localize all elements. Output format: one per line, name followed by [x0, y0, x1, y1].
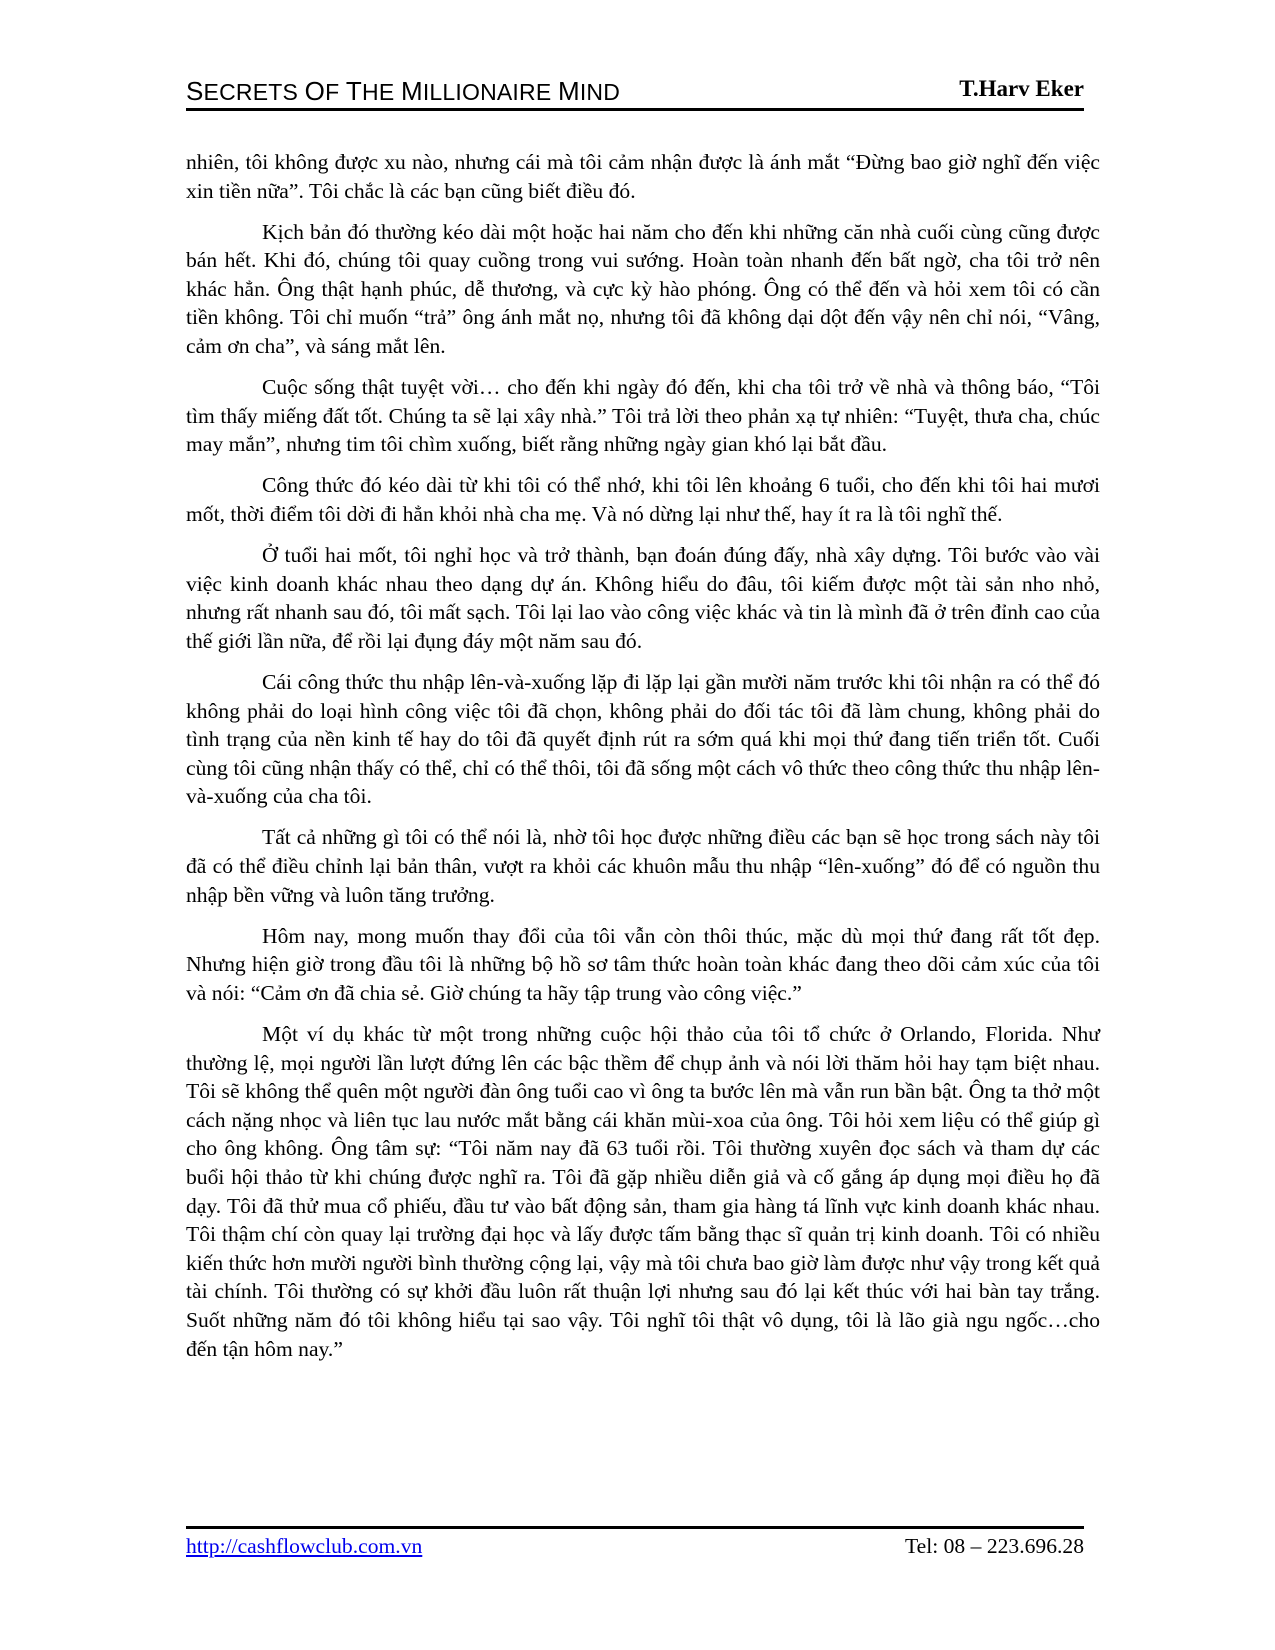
book-title: SECRETS OF THE MILLIONAIRE MIND — [186, 76, 621, 106]
page-header — [186, 74, 1084, 110]
paragraph: nhiên, tôi không được xu nào, nhưng cái mà tôi cảm nhận được là ánh mắt “Đừng bao giờ nghĩ đến việc xin tiền nữa”. Tôi chắc là các bạn cũng biết điều đó. — [186, 150, 1100, 203]
author-name: T.Harv Eker — [959, 76, 1084, 101]
phone-number: Tel: 08 – 223.696.28 — [904, 1534, 1084, 1558]
paragraph: Cuộc sống thật tuyệt vời… cho đến khi ngày đó đến, khi cha tôi trở về nhà và thông báo, “Tôi tìm thấy miếng đất tốt. Chúng ta sẽ lại xây nhà.” Tôi trả lời theo phản xạ tự nhiên: “Tuyệt, thưa cha, chúc may mắn”, nhưng tim tôi chìm xuống, biết rằng những ngày gian khó lại bắt đầu. — [186, 375, 1100, 457]
header-divider — [186, 108, 1084, 111]
paragraph: Ở tuổi hai mốt, tôi nghỉ học và trở thành, bạn đoán đúng đấy, nhà xây dựng. Tôi bước vào vài việc kinh doanh khác nhau theo dạng dự án. Không hiểu do đâu, tôi kiếm được một tài sản nho nhỏ, nhưng rất nhanh sau đó, tôi mất sạch. Tôi lại lao vào công việc khác và tin là mình đã ở trên đỉnh cao của thế giới lần nữa, để rồi lại đụng đáy một năm sau đó. — [186, 543, 1100, 653]
paragraph: Tất cả những gì tôi có thể nói là, nhờ tôi học được những điều các bạn sẽ học trong sách này tôi đã có thể điều chỉnh lại bản thân, vượt ra khỏi các khuôn mẫu thu nhập “lên-xuống” đó để có nguồn thu nhập bền vững và luôn tăng trưởng. — [186, 825, 1100, 907]
paragraph: Cái công thức thu nhập lên-và-xuống lặp đi lặp lại gần mười năm trước khi tôi nhận ra có thể đó không phải do loại hình công việc tôi đã chọn, không phải do đối tác tôi đã làm chung, không phải do tình trạng của nền kinh tế hay do tôi đã quyết định rút ra sớm quá khi mọi thứ đang tiến triển tốt. Cuối cùng tôi cũng nhận thấy có thể, chỉ có thể thôi, tôi đã sống một cách vô thức theo công thức thu nhập lên-và-xuống của cha tôi. — [186, 670, 1100, 809]
website-link[interactable]: http://cashflowclub.com.vn — [186, 1534, 423, 1558]
paragraph: Một ví dụ khác từ một trong những cuộc hội thảo của tôi tổ chức ở Orlando, Florida. Như thường lệ, mọi người lần lượt đứng lên các bậc thềm để chụp ảnh và nói lời thăm hỏi hay tạm biệt nhau. Tôi sẽ không thể quên một người đàn ông tuổi cao vì ông ta bước lên mà vẫn run bần bật. Ông ta thở một cách nặng nhọc và liên tục lau nước mắt bằng cái khăn mùi-xoa của ông. Tôi hỏi xem liệu có thể giúp gì cho ông không. Ông tâm sự: “Tôi năm nay đã 63 tuổi rồi. Tôi thường xuyên đọc sách và tham dự các buổi hội thảo từ khi chúng được nghĩ ra. Tôi đã gặp nhiều diễn giả và cố gắng áp dụng mọi điều họ đã dạy. Tôi đã thử mua cổ phiếu, đầu tư vào bất động sản, tham gia hàng tá lĩnh vực kinh doanh khác nhau. Tôi thậm chí còn quay lại trường đại học và lấy được tấm bằng thạc sĩ quản trị kinh doanh. Tôi có nhiều kiến thức hơn mười người bình thường cộng lại, vậy mà tôi chưa bao giờ làm được như vậy trong kết quả tài chính. Tôi thường có sự khởi đầu luôn rất thuận lợi nhưng sau đó lại kết thúc với hai bàn tay trắng. Suốt những năm đó tôi không hiểu tại sao vậy. Tôi nghĩ tôi thật vô dụng, tôi là lão già ngu ngốc…cho đến tận hôm nay.” — [186, 1022, 1100, 1361]
paragraph: Hôm nay, mong muốn thay đổi của tôi vẫn còn thôi thúc, mặc dù mọi thứ đang rất tốt đẹp. Nhưng hiện giờ trong đầu tôi là những bộ hồ sơ tâm thức hoàn toàn khác đang theo dõi cảm xúc của tôi và nói: “Cảm ơn đã chia sẻ. Giờ chúng ta hãy tập trung vào công việc.” — [186, 923, 1100, 1005]
paragraph: Kịch bản đó thường kéo dài một hoặc hai năm cho đến khi những căn nhà cuối cùng cũng được bán hết. Khi đó, chúng tôi quay cuồng trong vui sướng. Hoàn toàn nhanh đến bất ngờ, cha tôi trở nên khác hẳn. Ông thật hạnh phúc, dễ thương, và cực kỳ hào phóng. Ông có thể đến và hỏi xem tôi có cần tiền không. Tôi chỉ muốn “trả” ông ánh mắt nọ, nhưng tôi đã không dại dột đến vậy nên chỉ nói, “Vâng, cảm ơn cha”, và sáng mắt lên. — [186, 219, 1100, 359]
paragraph: Công thức đó kéo dài từ khi tôi có thể nhớ, khi tôi lên khoảng 6 tuổi, cho đến khi tôi hai mươi mốt, thời điểm tôi dời đi hẳn khỏi nhà cha mẹ. Và nó dừng lại như thế, hay ít ra là tôi nghĩ thế. — [186, 473, 1100, 527]
body-text — [186, 148, 1100, 1376]
footer-divider — [186, 1526, 1084, 1529]
